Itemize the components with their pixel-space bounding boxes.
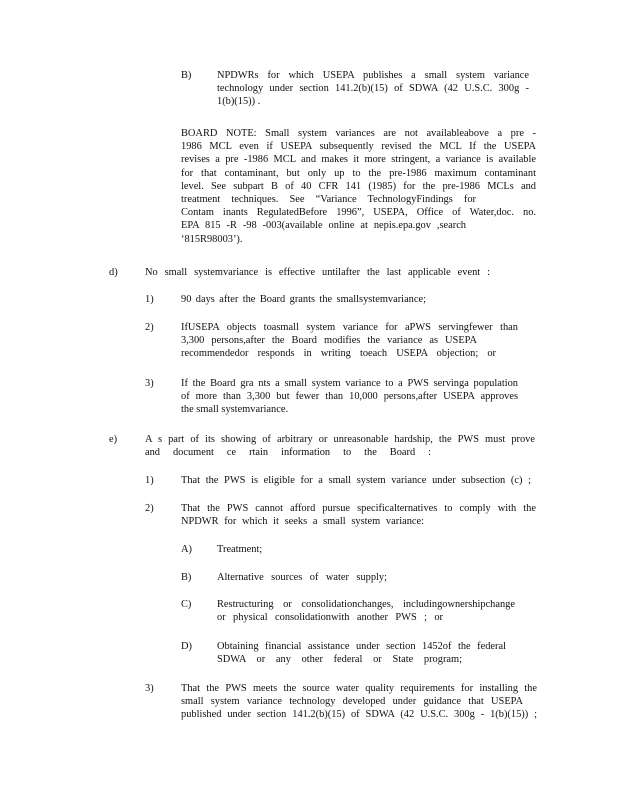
item-text bbox=[217, 640, 506, 666]
text-line: Restructuring or consolidationchanges, includingownershipchange bbox=[217, 599, 515, 610]
item-label: e) bbox=[109, 434, 118, 445]
board-note-text bbox=[181, 127, 536, 246]
text-line: treatment techniques. See “Variance TechnologyFindings for bbox=[181, 193, 476, 205]
item-label: B) bbox=[181, 572, 192, 583]
text-line: the small systemvariance. bbox=[181, 404, 289, 416]
item-label: B) bbox=[181, 70, 192, 81]
item-label: 3) bbox=[145, 378, 154, 389]
text-line: 1(b)(15)) . bbox=[217, 96, 261, 108]
item-text bbox=[181, 474, 531, 487]
item-text bbox=[145, 266, 490, 279]
item-text bbox=[181, 682, 537, 722]
text-line: Obtaining financial assistance under section 1452of the federal bbox=[217, 641, 506, 652]
item-text bbox=[217, 69, 529, 109]
item-label: A) bbox=[181, 544, 192, 555]
text-line: No small systemvariance is effective untilafter the last applicable event : bbox=[145, 267, 490, 278]
item-text bbox=[217, 543, 277, 556]
text-line: A s part of its showing of arbitrary or unreasonable hardship, the PWS must prove bbox=[145, 434, 535, 445]
item-label: 1) bbox=[145, 294, 154, 305]
text-line: EPA 815 -R -98 -003(available online at nepis.epa.gov ,search bbox=[181, 220, 466, 232]
item-label: D) bbox=[181, 641, 192, 652]
text-line: NPDWRs for which USEPA publishes a small system variance bbox=[217, 70, 529, 81]
text-line: That the PWS is eligible for a small system variance under subsection (c) ; bbox=[181, 475, 531, 486]
item-text bbox=[181, 321, 518, 361]
text-line: That the PWS cannot afford pursue specificalternatives to comply with the bbox=[181, 503, 536, 514]
text-line: revises a pre -1986 MCL and makes it more stringent, a variance is available bbox=[181, 154, 536, 166]
text-line: technology under section 141.2(b)(15) of SDWA (42 U.S.C. 300g - bbox=[217, 83, 529, 95]
item-text bbox=[217, 571, 387, 584]
text-line: or physical consolidationwith another PWS ; or bbox=[217, 612, 443, 624]
text-line: Alternative sources of water supply; bbox=[217, 572, 387, 583]
text-line: Contam inants RegulatedBefore 1996”, USEPA, Office of Water,doc. no. bbox=[181, 207, 536, 219]
text-line: for that contaminant, but only up to the pre-1986 maximum contaminant bbox=[181, 167, 536, 179]
text-line: Treatment; bbox=[217, 544, 263, 555]
text-line: 1986 MCL even if USEPA subsequently revised the MCL If the USEPA bbox=[181, 141, 536, 153]
text-line: level. See subpart B of 40 CFR 141 (1985) for the pre-1986 MCLs and bbox=[181, 180, 536, 192]
text-line: of more than 3,300 but fewer than 10,000 persons,after USEPA approves bbox=[181, 391, 518, 403]
text-line: SDWA or any other federal or State program; bbox=[217, 654, 462, 666]
item-label: 2) bbox=[145, 322, 154, 333]
text-line: If the Board gra nts a small system variance to a PWS servinga population bbox=[181, 378, 518, 389]
text-line: NPDWR for which it seeks a small system variance: bbox=[181, 516, 424, 528]
item-text bbox=[181, 377, 518, 417]
item-label: C) bbox=[181, 599, 192, 610]
item-label: 1) bbox=[145, 475, 154, 486]
text-line: BOARD NOTE: Small system variances are not availableabove a pre - bbox=[181, 128, 536, 139]
text-line: and document ce rtain information to the Board : bbox=[145, 447, 431, 459]
item-text bbox=[145, 433, 535, 459]
item-text bbox=[217, 598, 515, 624]
text-line: 90 days after the Board grants the smallsystemvariance; bbox=[181, 294, 426, 305]
item-text bbox=[181, 293, 426, 306]
text-line: recommendedor responds in writing toeach USEPA objection; or bbox=[181, 348, 496, 360]
text-line: small system variance technology developed under guidance that USEPA bbox=[181, 696, 523, 708]
text-line: That the PWS meets the source water quality requirements for installing the bbox=[181, 683, 537, 694]
text-line: IfUSEPA objects toasmall system variance for aPWS servingfewer than bbox=[181, 322, 518, 333]
item-label: 2) bbox=[145, 503, 154, 514]
item-label: d) bbox=[109, 267, 118, 278]
text-line: published under section 141.2(b)(15) of SDWA (42 U.S.C. 300g - 1(b)(15)) ; bbox=[181, 709, 537, 721]
item-text bbox=[181, 502, 536, 528]
text-line: 3,300 persons,after the Board modifies the variance as USEPA bbox=[181, 335, 477, 347]
text-line: ‘815R98003’). bbox=[181, 233, 243, 245]
item-label: 3) bbox=[145, 683, 154, 694]
